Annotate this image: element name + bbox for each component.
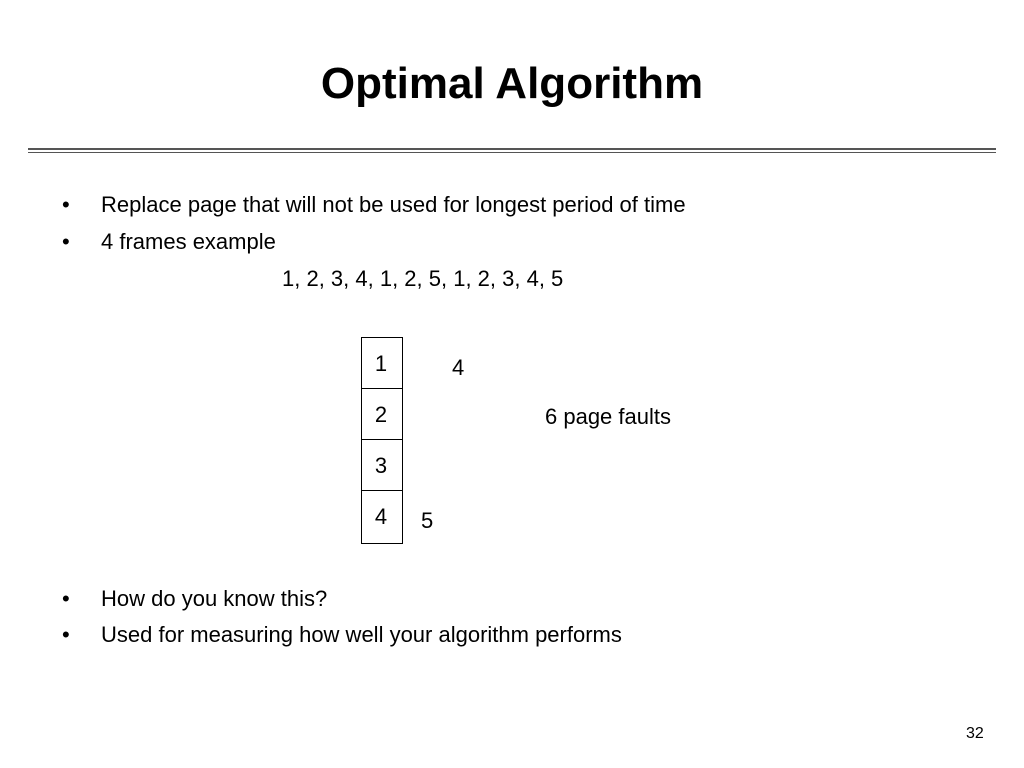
frame-cell: 2 (362, 389, 402, 440)
reference-string: 1, 2, 3, 4, 1, 2, 5, 1, 2, 3, 4, 5 (282, 266, 564, 291)
replacement-note-lower: 5 (421, 508, 434, 533)
bullet-marker: • (62, 586, 70, 611)
page-fault-count: 6 page faults (545, 404, 671, 429)
bullet-text: 4 frames example (101, 229, 276, 254)
page-number: 32 (966, 725, 984, 742)
bullet-marker: • (62, 229, 70, 254)
bullet-marker: • (62, 192, 70, 217)
slide-title: Optimal Algorithm (320, 59, 704, 108)
title-divider-top (28, 148, 996, 150)
frame-stack (361, 337, 403, 544)
bullet-text: How do you know this? (101, 586, 328, 611)
bullet-text: Replace page that will not be used for longest period of time (101, 192, 686, 217)
title-divider-bottom (28, 152, 996, 153)
replacement-note-upper: 4 (452, 355, 465, 380)
bullet-marker: • (62, 622, 70, 647)
frame-cell: 1 (362, 338, 402, 389)
frame-cell: 3 (362, 440, 402, 491)
bullet-text: Used for measuring how well your algorithm performs (101, 622, 622, 647)
frame-cell: 4 (374, 504, 388, 529)
